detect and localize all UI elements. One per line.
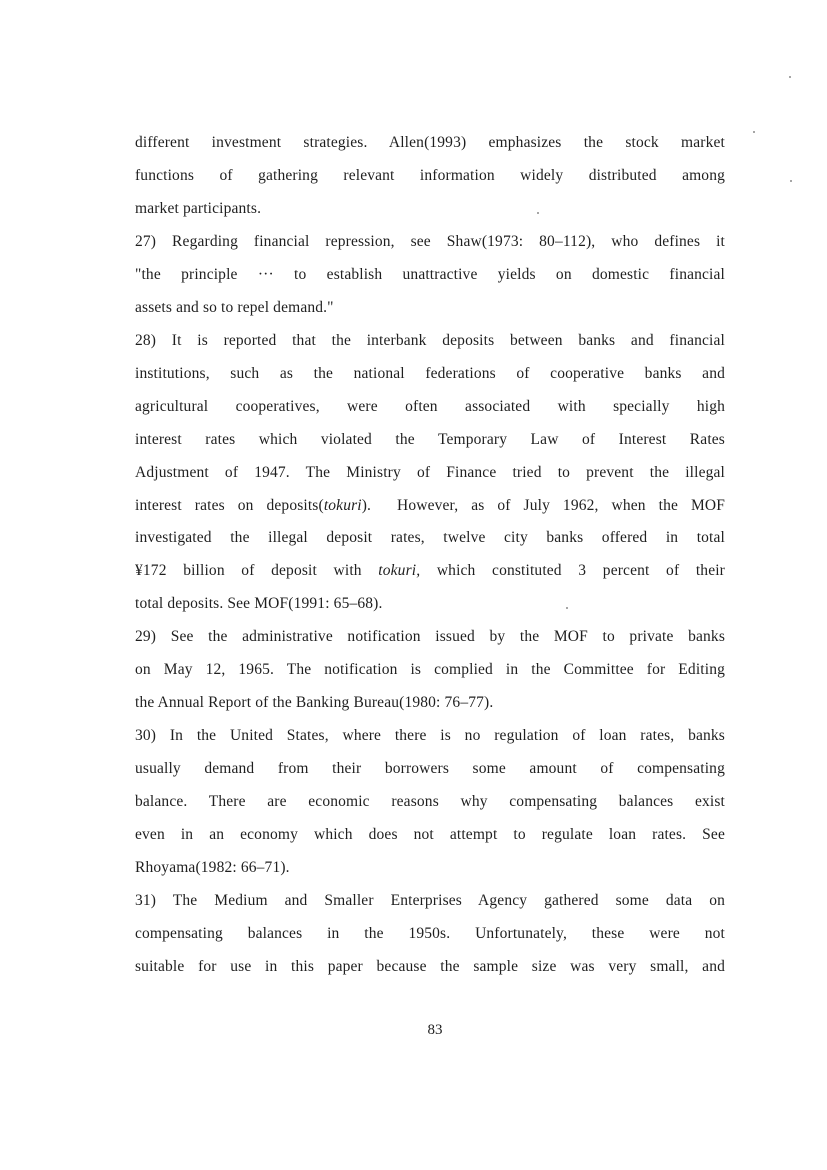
text-segment: which constituted 3 percent of their bbox=[420, 562, 725, 580]
text-line: different investment strategies. Allen(1993) emphasizes the stock market bbox=[135, 134, 725, 151]
text-line: balance. There are economic reasons why compensating balances exist bbox=[135, 793, 725, 810]
scan-speck bbox=[789, 76, 791, 78]
page-number: 83 bbox=[427, 1022, 443, 1038]
text-line: agricultural cooperatives, were often associated with specially high bbox=[135, 397, 725, 415]
scan-speck bbox=[790, 180, 792, 182]
text-segment: ). However, as of July 1962, when the MOF bbox=[361, 496, 725, 514]
text-segment: interest rates on deposits( bbox=[135, 496, 324, 514]
text-line: Adjustment of 1947. The Ministry of Finance tried to prevent the illegal bbox=[135, 463, 725, 481]
text-line: suitable for use in this paper because the sample size was very small, and bbox=[135, 957, 725, 975]
scan-speck bbox=[537, 212, 539, 214]
text-line: even in an economy which does not attempt to regulate loan rates. See bbox=[135, 826, 725, 843]
text-line: Rhoyama(1982: 66–71). bbox=[135, 858, 290, 876]
text-line: total deposits. See MOF(1991: 65–68). bbox=[135, 595, 383, 613]
text-line: functions of gathering relevant information widely distributed among bbox=[135, 166, 725, 184]
text-line: assets and so to repel demand." bbox=[135, 298, 334, 316]
text-line: compensating balances in the 1950s. Unfortunately, these were not bbox=[135, 924, 725, 942]
text-line bbox=[135, 496, 725, 516]
text-line: 28) It is reported that the interbank deposits between banks and financial bbox=[135, 331, 725, 349]
text-line bbox=[135, 561, 725, 581]
text-line: 30) In the United States, where there is no regulation of loan rates, banks bbox=[135, 727, 725, 745]
text-line: on May 12, 1965. The notification is complied in the Committee for Editing bbox=[135, 661, 725, 679]
text-line: 29) See the administrative notification issued by the MOF to private banks bbox=[135, 628, 725, 646]
text-line: interest rates which violated the Temporary Law of Interest Rates bbox=[135, 430, 725, 448]
text-line: investigated the illegal deposit rates, twelve city banks offered in total bbox=[135, 529, 725, 547]
scan-speck bbox=[753, 131, 755, 133]
text-line: 27) Regarding financial repression, see Shaw(1973: 80–112), who defines it bbox=[135, 232, 725, 250]
italic-term: tokuri bbox=[323, 496, 362, 514]
text-segment: ¥172 billion of deposit with bbox=[135, 562, 379, 580]
text-line: "the principle ··· to establish unattractive yields on domestic financial bbox=[135, 265, 725, 283]
italic-term: tokuri, bbox=[378, 562, 421, 580]
scan-speck bbox=[566, 607, 568, 609]
text-line: usually demand from their borrowers some amount of compensating bbox=[135, 760, 725, 778]
text-line: the Annual Report of the Banking Bureau(1980: 76–77). bbox=[135, 694, 494, 712]
text-line: institutions, such as the national federations of cooperative banks and bbox=[135, 364, 725, 382]
text-line: 31) The Medium and Smaller Enterprises Agency gathered some data on bbox=[135, 891, 725, 909]
text-line: market participants. bbox=[135, 199, 262, 217]
